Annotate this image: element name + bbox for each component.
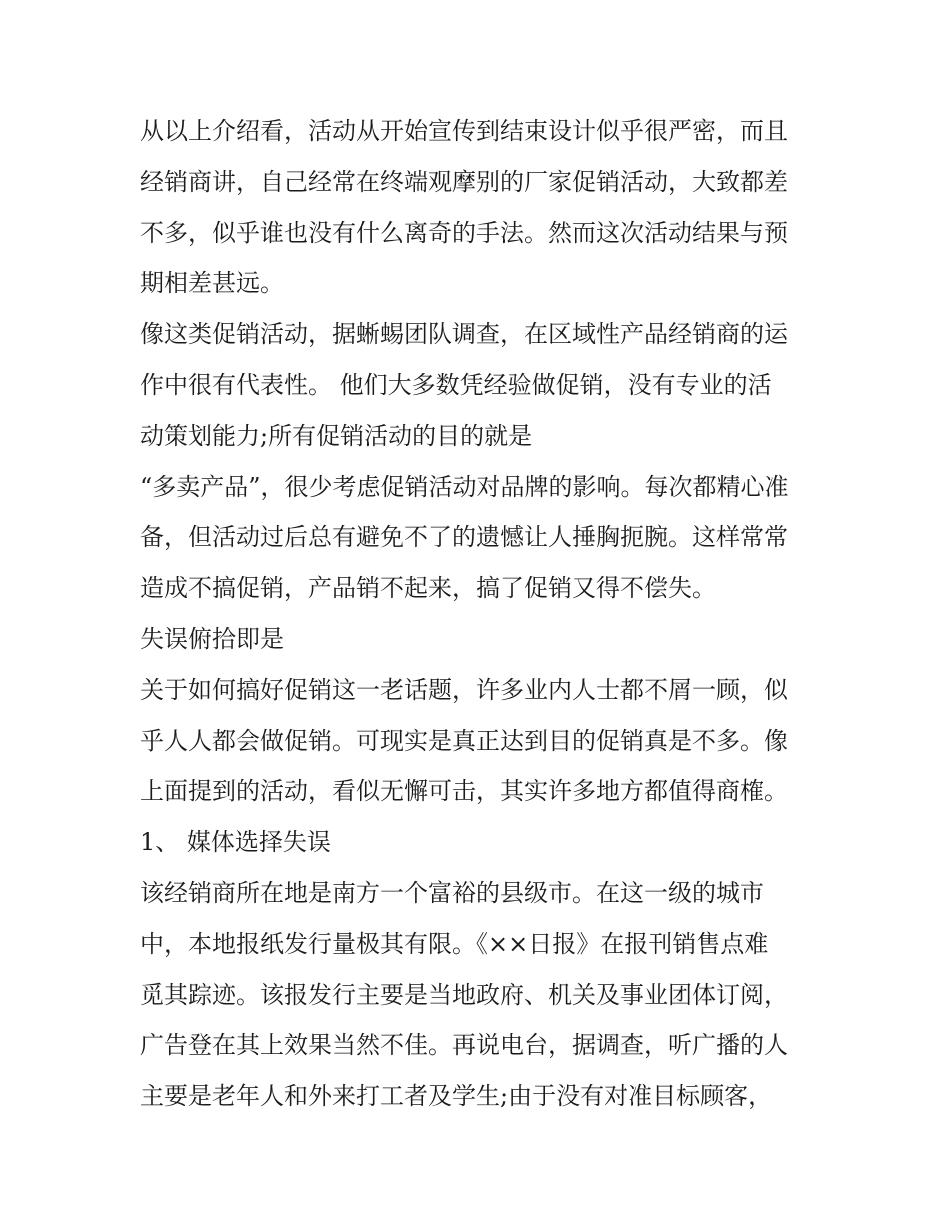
- text-line: 乎人人都会做促销。可现实是真正达到目的促销真是不多。像: [140, 726, 788, 755]
- text-line: 该经销商所在地是南方一个富裕的县级市。在这一级的城市: [140, 878, 764, 907]
- text-line: 觅其踪迹。该报发行主要是当地政府、机关及事业团体订阅，: [140, 980, 788, 1009]
- subsection-heading: 1、 媒体选择失误: [140, 828, 331, 857]
- text-line: 期相差甚远。: [140, 269, 284, 298]
- body-text: [140, 106, 830, 1122]
- text-line: “多卖产品”，很少考虑促销活动对品牌的影响。每次都精心准: [140, 472, 789, 501]
- text-line: 广告登在其上效果当然不佳。再说电台，据调查，听广播的人: [140, 1031, 788, 1060]
- text-line: 关于如何搞好促销这一老话题，许多业内人士都不屑一顾，似: [140, 675, 788, 704]
- text-line: 造成不搞促销，产品销不起来，搞了促销又得不偿失。: [140, 574, 716, 603]
- section-heading: 失误俯拾即是: [140, 624, 284, 653]
- text-line: 备，但活动过后总有避免不了的遗憾让人捶胸扼腕。这样常常: [140, 523, 788, 552]
- text-line: 上面提到的活动，看似无懈可击，其实许多地方都值得商榷。: [140, 777, 788, 806]
- text-line: 经销商讲，自己经常在终端观摩别的厂家促销活动，大致都差: [140, 167, 788, 196]
- text-line: 主要是老年人和外来打工者及学生;由于没有对准目标顾客，: [140, 1082, 773, 1111]
- text-line: 不多，似乎谁也没有什么离奇的手法。然而这次活动结果与预: [140, 218, 788, 247]
- text-line: 像这类促销活动，据蜥蜴团队调查，在区域性产品经销商的运: [140, 320, 788, 349]
- text-line: 从以上介绍看，活动从开始宣传到结束设计似乎很严密，而且: [140, 117, 788, 145]
- text-line: 动策划能力;所有促销活动的目的就是: [140, 421, 533, 450]
- text-line: 作中很有代表性。 他们大多数凭经验做促销，没有专业的活: [140, 370, 772, 399]
- text-line: 中，本地报纸发行量极其有限。《××日报》在报刊销售点难: [140, 929, 769, 958]
